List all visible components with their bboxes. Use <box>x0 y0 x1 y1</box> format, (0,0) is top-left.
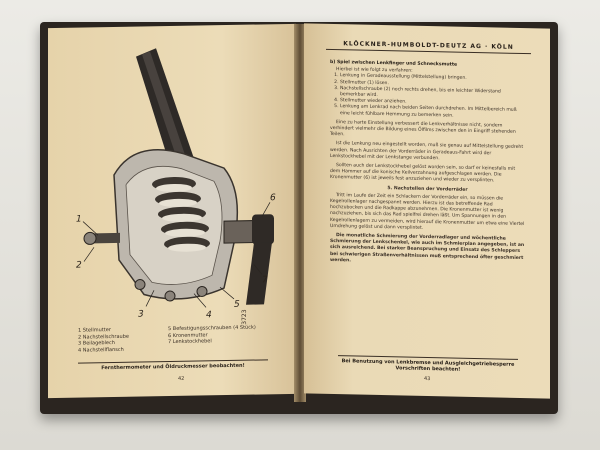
steering-gear-illustration <box>74 42 284 331</box>
step-item: 5. Lenkung am Lenkrad nach beiden Seiten durchdrehen. Im Mittelbereich muß eine leicht fühlbare Hemmung zu bemerken sein. <box>340 105 525 121</box>
step-item: 1. Lenkung in Geradeausstellung (Mittelstellung) bringen. <box>340 74 525 84</box>
step-item: 2. Stellmutter (1) lösen. <box>340 80 525 90</box>
left-footer-warning: Fernthermometer und Öldruckmesser beobachten! <box>78 359 268 371</box>
section-b-intro: Hierbei ist wie folgt zu verfahren: <box>336 67 413 74</box>
legend-item: 6 Kronenmutter <box>168 331 208 339</box>
callout-1: 1 <box>76 214 82 225</box>
legend-item: 4 Nachstellflansch <box>78 346 124 354</box>
step-item: 3. Nachstellschraube (2) noch rechts drehen, bis ein leichter Widerstand bemerkbar wird. <box>340 86 525 102</box>
callout-7: 7 <box>262 275 268 286</box>
company-header: KLÖCKNER-HUMBOLDT-DEUTZ AG · KÖLN <box>326 40 531 54</box>
section-b-title: b) Spiel zwischen Lenkfinger und Schnecksmutte <box>330 59 458 68</box>
legend-item: 3 Beilageblech <box>78 339 115 347</box>
callout-6: 6 <box>270 193 276 204</box>
legend-item: 5 Befestigungsschrauben (4 Stück) <box>168 324 256 333</box>
legend-item: 7 Lenkstockhebel <box>168 338 212 346</box>
paragraph: Eine zu harte Einstellung verbessert die Lenkverhältnisse nicht, sondern verhindert vielmehr die Bildung eines Ölfilms zwischen den in Eingriff stehenden Teilen. <box>330 119 516 138</box>
callout-3: 3 <box>138 309 144 320</box>
paragraph: Ist die Lenkung neu eingestellt worden, muß sie genau auf Mittelstellung gedreht werden. Nach Ausrichten der Vorderräder in Geradeaus-Fahrt wird der Lenkstockhebel mit der Lenkstange verbunden. <box>330 141 524 162</box>
left-page <box>48 24 296 398</box>
left-page-number: 42 <box>178 375 185 382</box>
callout-5: 5 <box>234 299 240 310</box>
adjustment-steps <box>330 73 525 121</box>
right-page-body <box>330 60 525 271</box>
callout-4: 4 <box>206 310 212 321</box>
section-5-title: 5. Nachstellen der Vorderräder <box>387 185 468 193</box>
legend-item: 2 Nachstellschraube <box>78 333 129 341</box>
right-page-number: 43 <box>424 375 431 383</box>
paragraph-bold: Die monatliche Schmierung der Vorderradlager und wöchentliche Schmierung der Lenkschenkel, wie auch im Schmierplan angegeben, ist an sich ausreichend. Bei starker Beanspruchung und Einsatz des Schleppers bei schwierigen Straßenverhältnissen muß entsprechend öfter geschmiert werden. <box>330 233 525 264</box>
callout-2: 2 <box>76 260 82 271</box>
figure-stamp: 3723 <box>241 309 248 325</box>
legend-item: 1 Stellmutter <box>78 327 111 334</box>
paragraph: Sollten auch der Lenkstockhebel gelöst worden sein, so darf er keinesfalls mit dem Hammer auf die konische Keilverzahnung aufgeschlagen werden. Die Kronenmutter (6) ist jeweils fest anzuziehen und wieder zu versplinten. <box>330 163 516 184</box>
right-page <box>304 23 550 398</box>
right-footer-warning: Bei Benutzung von Lenkbremse und Ausgleichgetriebesperre Vorschriften beachten! <box>338 355 518 374</box>
paragraph: Tritt im Laufe der Zeit ein Schlackern der Vorderräder ein, so müssen die Kegelrollenlager nachgespannt werden. Hierzu ist das betreffende Rad hochzubocken und die Radkappe abzunehmen. Die Kronenmutter ist wenig nachzuziehen, bis sich das Rad spielfrei drehen läßt. Um Spannungen in den Kegelrollenlagern zu vermeiden, wird hierauf die Kronenmutter um etwa eine Viertel Umdrehung gelöst und dann versplintet. <box>330 192 525 231</box>
step-item: 4. Stellmutter wieder anziehen. <box>340 98 525 108</box>
